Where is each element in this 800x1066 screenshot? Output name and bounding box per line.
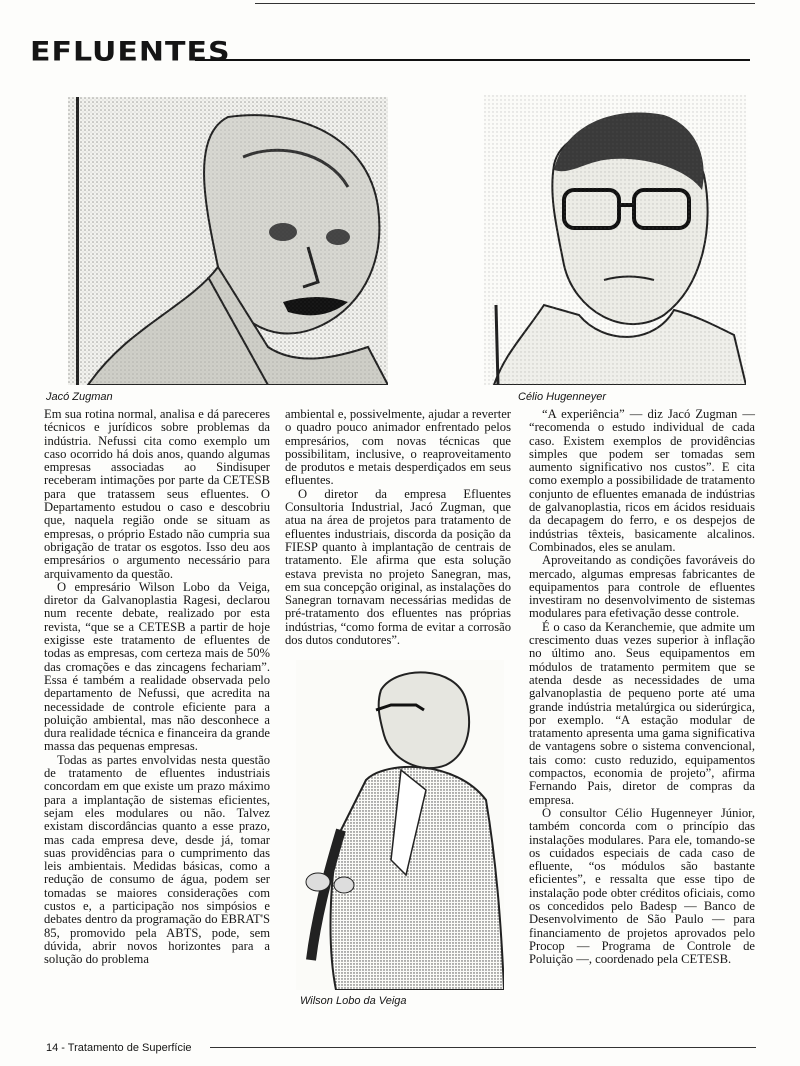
section-title: EFLUENTES xyxy=(30,36,231,68)
paragraph: Em sua rotina normal, analisa e dá pareceres técnicos e jurídicos sobre problemas da indústria. Nefussi cita como exemplo um caso ocorrido há dois anos, quando algumas empresas associadas ao Sindisuper receberam intimações por parte da CETESB para que tratassem seus efluentes. O Departamento estudou o caso e descobriu que, naquela região onde se situam as empresas, o próprio Estado não cumpria sua obrigação de tratar os esgotos. Isso deu aos empresários o argumento necessário para arquivamento da questão. xyxy=(44,407,270,581)
top-rule xyxy=(255,3,755,4)
portrait-drawing xyxy=(296,660,504,990)
text-column-3 xyxy=(529,408,755,966)
photo-celio-hugenneyer xyxy=(484,95,746,385)
portrait-drawing xyxy=(484,95,746,385)
photo-jaco-zugman xyxy=(68,97,388,385)
paragraph: É o caso da Keranchemie, que admite um crescimento duas vezes superior à inflação no último ano. Seus equipamentos em módulos de tratamento permitem que se atenda desde as necessidades de uma galvanoplastia de pequeno porte até uma grande indústria metalúrgica ou siderúrgica, por exemplo. “A estação modular de tratamento apresenta uma gama significativa de vantagens sobre o sistema convencional, tais como: custo reduzido, equipamentos compactos, economia de projeto”, afirma Fernando Pais, diretor de compras da empresa. xyxy=(529,619,755,807)
portrait-drawing xyxy=(68,97,388,385)
title-rule xyxy=(195,59,750,61)
text-column-1 xyxy=(44,408,270,966)
paragraph: Todas as partes envolvidas nesta questão de tratamento de efluentes industriais concordam em que existe um prazo máximo para a implantação de sistemas eficientes, sejam eles modulares ou não. Talvez existam discordâncias quanto a esse prazo, mas cada empresa deve, desde já, tomar suas providências para o cumprimento das leis ambientais. Medidas básicas, como a redução de consumo de água, podem ser tomadas se maiores considerações com custos e, a participação nos simpósios e debates dentro da programação do EBRAT'S 85, promovido pela ABTS, pode, sem dúvida, abrir novos horizontes para a solução do problema xyxy=(44,752,270,967)
photo-wilson-lobo-da-veiga xyxy=(296,660,504,990)
paragraph: Aproveitando as condições favoráveis do mercado, algumas empresas fabricantes de equipamentos para controle de efluentes investiram no desenvolvimento de sistemas modulares para efetivação desse controle. xyxy=(529,553,755,621)
paragraph: O diretor da empresa Efluentes Consultoria Industrial, Jacó Zugman, que atua na área de projetos para tratamento de efluentes industriais, discorda da posição da FIESP quanto à implantação de centrais de tratamento. Ele afirma que esta solução estava prevista no projeto Sanegran, mas, em sua concepção original, as instalações do Sanegran tornavam necessárias medidas de pré-tratamento dos efluentes nas próprias indústrias, “como forma de evitar a corrosão dos dutos condutores”. xyxy=(285,486,511,648)
paragraph: “A experiência” — diz Jacó Zugman — “recomenda o estudo individual de cada caso. Existem exemplos de providências simples que podem ser tomadas sem aumento significativo nos custos”. E cita como exemplo a possibilidade de tratamento conjunto de efluentes emanada de indústrias de galvanoplastia, ricos em ácidos residuais da decapagem do ferro, e os despejos de indústrias têxteis, basicamente alcalinos. Combinados, eles se anulam. xyxy=(529,407,755,554)
caption-wilson-lobo-da-veiga: Wilson Lobo da Veiga xyxy=(300,995,407,1007)
paragraph: O consultor Célio Hugenneyer Júnior, também concorda com o princípio das instalações modulares. Para ele, tomando-se os cuidados especiais de cada caso de efluente, “os módulos são bastante eficientes”, e ressalta que esse tipo de instalação pode obter créditos oficiais, como os concedidos pelo Badesp — Banco de Desenvolvimento de São Paulo — para financiamento de projetos aprovados pelo Procop — Programa de Controle de Poluição —, coordenado pela CETESB. xyxy=(529,805,755,967)
caption-jaco-zugman: Jacó Zugman xyxy=(46,391,113,403)
text-column-2 xyxy=(285,408,511,647)
paragraph: O empresário Wilson Lobo da Veiga, diretor da Galvanoplastia Ragesi, declarou num recente debate, realizado por esta revista, “que se a CETESB a partir de hoje exigisse este tratamento de efluentes de todas as empresas, com certeza mais de 50% das cromações e das zincagens fechariam”. Essa é também a realidade observada pelo departamento de Nefussi, que acredita na necessidade de controle eficiente para a poluição ambiental, mas não desconhece a dura realidade técnica e financeira da grande massa das pequenas empresas. xyxy=(44,579,270,754)
page-footer: 14 - Tratamento de Superfície xyxy=(46,1042,192,1054)
footer-rule xyxy=(210,1047,756,1048)
paragraph: ambiental e, possivelmente, ajudar a reverter o quadro pouco animador enfrentado pelos empresários, com novas técnicas que possibilitam, inclusive, o reaproveitamento de produtos e metais desperdiçados em seus efluentes. xyxy=(285,407,511,488)
caption-celio-hugenneyer: Célio Hugenneyer xyxy=(518,391,607,403)
